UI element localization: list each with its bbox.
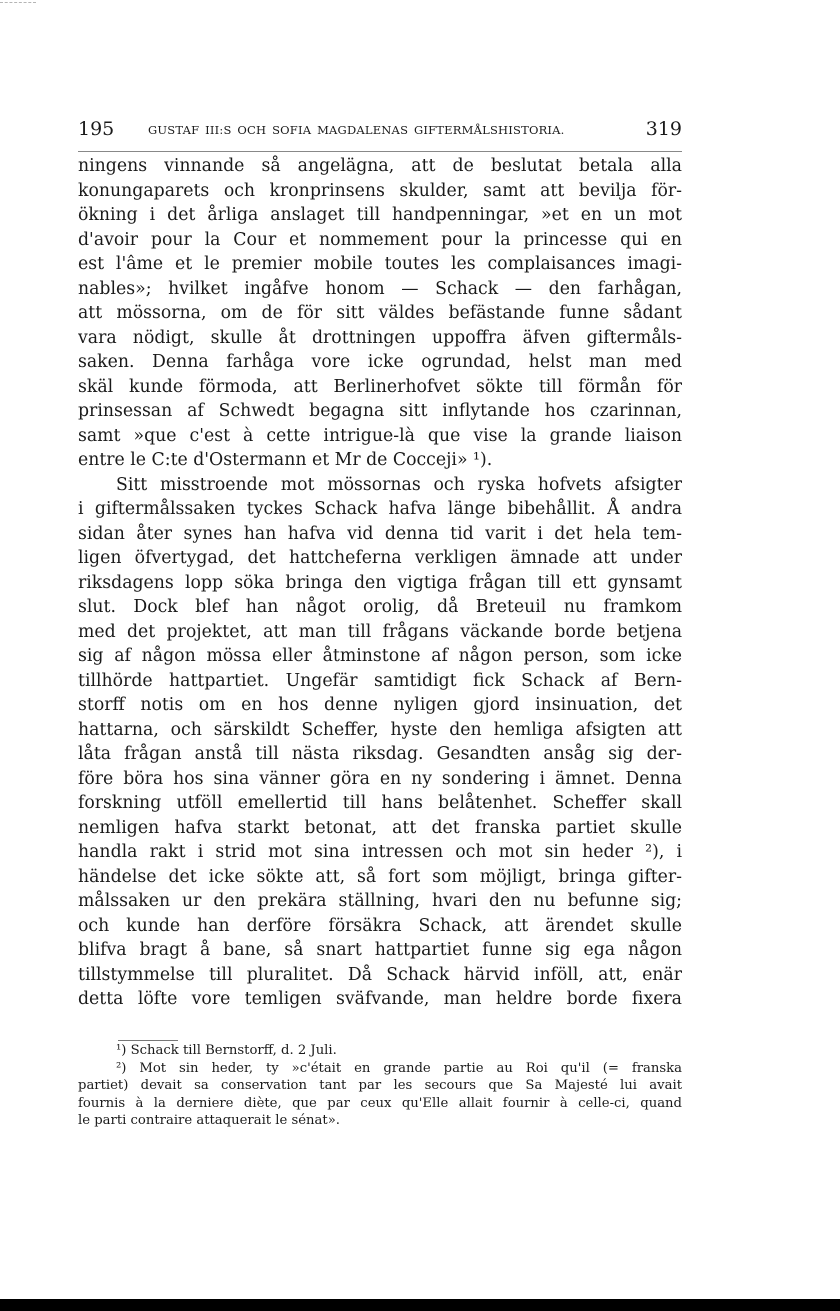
text-line: sig af någon mössa eller åtminstone af någon person, som icke	[78, 646, 682, 666]
text-line: detta löfte vore temligen sväfvande, man heldre borde fixera	[78, 989, 682, 1009]
text-line: saken. Denna farhåga vore icke ogrundad, helst man med	[78, 352, 682, 372]
footnote-line: fournis à la derniere diète, que par ceux qu'Elle allait fournir à celle-ci, quand	[78, 1095, 682, 1111]
text-line: med det projektet, att man till frågans väckande borde betjena	[78, 621, 682, 642]
footnote-line: partiet) devait sa conservation tant par les secours que Sa Majesté lui avait	[78, 1078, 682, 1093]
footnote-rule	[118, 1040, 178, 1041]
text-line: prinsessan af Schwedt begagna sitt inflytande hos czarinnan,	[78, 401, 682, 421]
text-line: vara nödigt, skulle åt drottningen uppoffra äfven giftermåls-	[78, 327, 682, 348]
footnote-line: ¹) Schack till Bernstorff, d. 2 Juli.	[116, 1043, 337, 1058]
text-line: est l'âme et le premier mobile toutes les complaisances imagi-	[78, 254, 682, 274]
text-line: tillhörde hattpartiet. Ungefär samtidigt fick Schack af Bern-	[78, 670, 682, 691]
text-line: Sitt misstroende mot mössornas och ryska hofvets afsigter	[116, 474, 682, 495]
text-line: sidan åter synes han hafva vid denna tid varit i det hela tem-	[78, 523, 682, 544]
text-line: målssaken ur den prekära ställning, hvari den nu befunne sig;	[78, 891, 682, 911]
text-line: före böra hos sina vänner göra en ny sondering i ämnet. Denna	[78, 768, 682, 789]
footnotes	[78, 1042, 682, 1130]
footnote-line: ²) Mot sin heder, ty »c'était en grande partie au Roi qu'il (= franska	[116, 1060, 682, 1076]
header-rule	[78, 151, 682, 152]
text-line: slut. Dock blef han något orolig, då Breteuil nu framkom	[78, 597, 682, 617]
text-line: att mössorna, om de för sitt väldes befästande funne sådant	[78, 303, 682, 323]
text-line: nables»; hvilket ingåfve honom — Schack — den farhågan,	[78, 278, 682, 299]
text-line: handla rakt i strid mot sina intressen och mot sin heder ²), i	[78, 842, 682, 862]
text-line: låta frågan anstå till nästa riksdag. Gesandten ansåg sig der-	[78, 744, 682, 764]
body-text	[78, 154, 682, 1012]
text-line: nemligen hafva starkt betonat, att det franska partiet skulle	[78, 817, 682, 838]
text-line: entre le C:te d'Ostermann et Mr de Cocceji» ¹).	[78, 450, 493, 470]
text-line: i giftermålssaken tyckes Schack hafva länge bibehållit. Å andra	[78, 499, 682, 519]
text-line: hattarna, och särskildt Scheffer, hyste den hemliga afsigten att	[78, 719, 682, 740]
text-line: konungaparets och kronprinsens skulder, samt att bevilja för-	[78, 180, 682, 201]
text-line: och kunde han derföre försäkra Schack, att ärendet skulle	[78, 915, 682, 936]
scan-edge-mark	[0, 2, 36, 3]
text-line: blifva bragt å bane, så snart hattpartiet funne sig ega någon	[78, 940, 682, 960]
text-line: ningens vinnande så angelägna, att de beslutat betala alla	[78, 156, 682, 176]
text-line: riksdagens lopp söka bringa den vigtiga frågan till ett gynsamt	[78, 572, 682, 593]
footnote-line: le parti contraire attaquerait le sénat».	[78, 1113, 340, 1128]
text-line: skäl kunde förmoda, att Berlinerhofvet sökte till förmån för	[78, 376, 682, 397]
text-line: forskning utföll emellertid till hans belåtenhet. Scheffer skall	[78, 793, 682, 813]
text-line: ligen öfvertygad, det hattcheferna verkligen ämnade att under	[78, 548, 682, 568]
text-line: ökning i det årliga anslaget till handpenningar, »et en un mot	[78, 205, 682, 225]
page-header	[78, 118, 682, 142]
text-line: samt »que c'est à cette intrigue-là que vise la grande liaison	[78, 425, 682, 446]
page-number-left: 195	[78, 118, 115, 140]
page-number-right: 319	[645, 118, 682, 140]
text-line: d'avoir pour la Cour et nommement pour la princesse qui en	[78, 229, 682, 250]
running-title: GUSTAF III:S OCH SOFIA MAGDALENAS GIFTERMÅLSHISTORIA.	[148, 123, 565, 137]
text-line: tillstymmelse till pluralitet. Då Schack härvid inföll, att, enär	[78, 964, 682, 985]
text-line: händelse det icke sökte att, så fort som möjligt, bringa gifter-	[78, 866, 682, 887]
text-line: storff notis om en hos denne nyligen gjord insinuation, det	[78, 695, 682, 715]
scan-bottom-edge	[0, 1299, 840, 1311]
